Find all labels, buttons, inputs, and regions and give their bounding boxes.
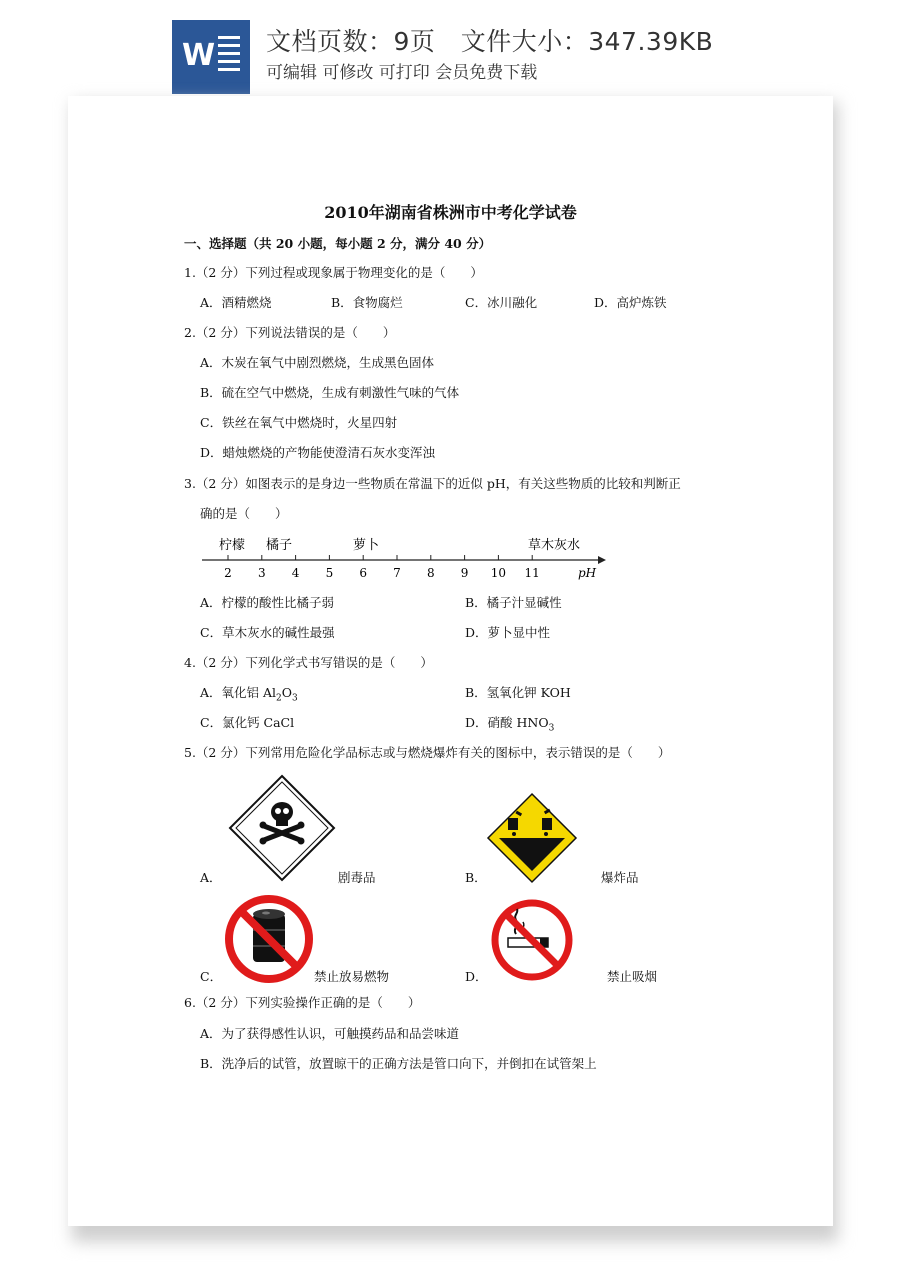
ph-tick-label: 4 (291, 566, 300, 580)
ph-axis-label: pH (578, 566, 597, 580)
file-info-title: 文档页数：9页 文件大小：347.39KB (266, 27, 714, 56)
question-2-option-b: B．硫在空气中燃烧，生成有刺激性气味的气体 (200, 385, 460, 400)
word-document-icon (172, 20, 250, 94)
ph-label-lemon: 柠檬 (218, 538, 246, 553)
question-5-option-b-label: B． (465, 870, 487, 885)
question-3-option-b: B．橘子汁显碱性 (465, 595, 562, 610)
ph-tick-label: 9 (460, 566, 469, 580)
question-2-option-d: D．蜡烛燃烧的产物能使澄清石灰水变浑浊 (200, 445, 436, 460)
ph-label-orange: 橘子 (265, 538, 293, 553)
question-4-option-a: A．氧化铝 $Al_2O_3$ (200, 685, 298, 704)
corrosive-hazard-icon (486, 792, 578, 884)
question-3-stem-line-2: 确的是（ ） (200, 506, 288, 521)
question-3-option-a: A．柠檬的酸性比橘子弱 (200, 595, 335, 610)
question-3-option-d: D．萝卜显中性 (465, 625, 551, 640)
word-logo-letter: W (182, 38, 216, 73)
question-6-stem: 6.（2 分）下列实验操作正确的是（ ） (184, 995, 421, 1010)
ph-label-plant-ash-water: 草木灰水 (527, 538, 581, 553)
ph-tick-label: 5 (325, 566, 334, 580)
question-2-option-c: C．铁丝在氧气中燃烧时，火星四射 (200, 415, 398, 430)
section-heading: 一、选择题（共 20 小题，每小题 2 分，满分 40 分） (184, 236, 492, 251)
ph-tick-label: 7 (393, 566, 401, 580)
question-5-option-d-label: D． (465, 969, 488, 984)
file-features-subtitle: 可编辑 可修改 可打印 会员免费下载 (266, 63, 538, 83)
question-1-option-a: A．酒精燃烧 (200, 295, 272, 310)
ph-tick-label: 3 (257, 566, 266, 580)
document-title: 2010年湖南省株洲市中考化学试卷 (324, 203, 577, 222)
question-3-stem-line-1: 3.（2 分）如图表示的是身边一些物质在常温下的近似 pH，有关这些物质的比较和判断正 (184, 476, 681, 491)
question-5-option-c-label: C． (200, 969, 223, 984)
ph-tick-label: 11 (524, 566, 540, 580)
ph-tick-label: 2 (224, 566, 232, 580)
question-5-option-a-label: A． (200, 870, 222, 885)
question-4-stem: 4.（2 分）下列化学式书写错误的是（ ） (184, 655, 433, 670)
ph-tick-label: 8 (426, 566, 435, 580)
question-3-option-c: C．草木灰水的碱性最强 (200, 625, 335, 640)
ph-axis-arrow (598, 556, 606, 564)
question-5-option-d-caption: 禁止吸烟 (607, 969, 658, 984)
question-1-option-b: B．食物腐烂 (331, 295, 403, 310)
question-1-stem: 1.（2 分）下列过程或现象属于物理变化的是（ ） (184, 265, 483, 280)
question-6-option-a: A．为了获得感性认识，可触摸药品和品尝味道 (200, 1026, 460, 1041)
question-2-stem: 2.（2 分）下列说法错误的是（ ） (184, 325, 396, 340)
question-1-option-d: D．高炉炼铁 (594, 295, 667, 310)
question-5-option-c-caption: 禁止放易燃物 (314, 969, 390, 984)
question-5-option-b-caption: 爆炸品 (601, 870, 639, 885)
ph-scale-diagram (200, 534, 610, 584)
question-6-option-b: B．洗净后的试管，放置晾干的正确方法是管口向下，并倒扣在试管架上 (200, 1056, 597, 1071)
ph-tick-label: 6 (359, 566, 368, 580)
question-1-option-c: C．冰川融化 (465, 295, 538, 310)
document-page (68, 96, 833, 1226)
no-flammables-icon (222, 892, 316, 986)
question-5-stem: 5.（2 分）下列常用危险化学品标志或与燃烧爆炸有关的图标中，表示错误的是（ ） (184, 745, 671, 760)
question-4-option-d: D．硝酸 $HNO_3$ (465, 715, 555, 734)
document-lines-icon (218, 36, 240, 76)
question-2-option-a: A．木炭在氧气中剧烈燃烧，生成黑色固体 (200, 355, 435, 370)
download-banner (0, 0, 900, 96)
ph-tick-label: 10 (490, 566, 507, 580)
no-smoking-icon (490, 898, 574, 982)
question-4-option-b: B．氢氧化钾 KOH (465, 685, 571, 700)
toxic-hazard-icon (228, 774, 336, 882)
ph-label-radish: 萝卜 (352, 538, 380, 553)
question-5-option-a-caption: 剧毒品 (338, 870, 376, 885)
question-4-option-c: C．氯化钙 CaCl (200, 715, 295, 730)
